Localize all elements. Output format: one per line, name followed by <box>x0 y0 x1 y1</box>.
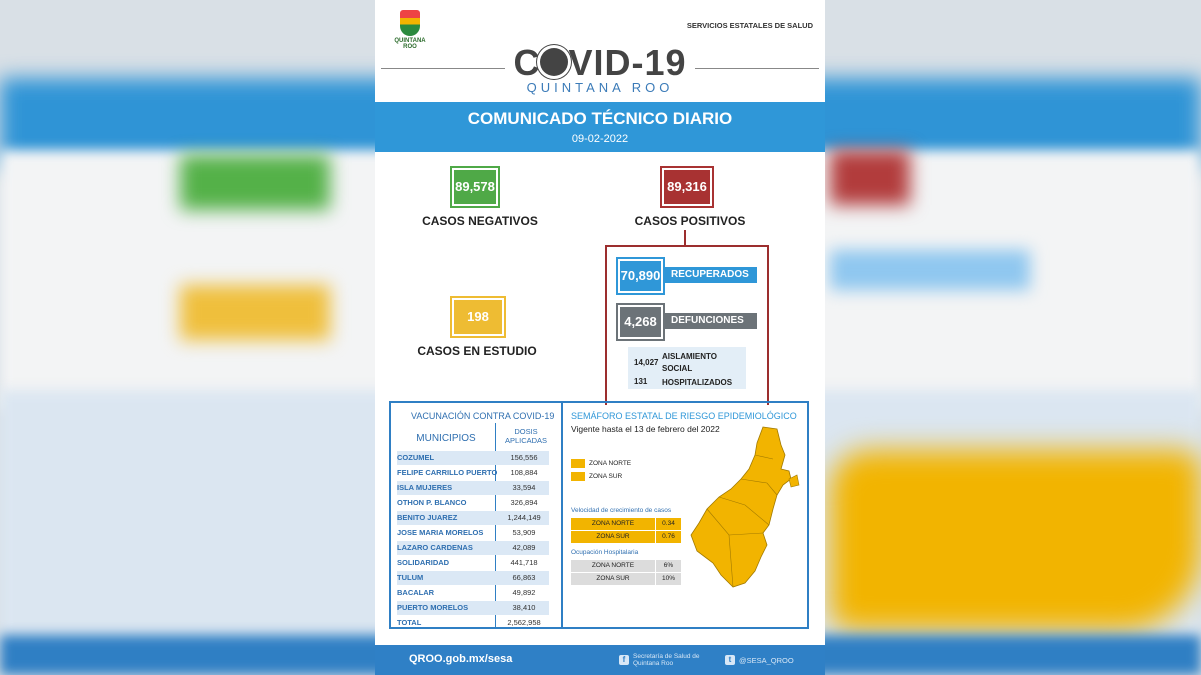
dosis-value: 53,909 <box>512 528 536 537</box>
municipio-name: FELIPE CARRILLO PUERTO <box>397 468 498 477</box>
negative-cases-value: 89,578 <box>452 168 498 206</box>
vaccination-row <box>397 556 549 570</box>
municipio-name: BACALAR <box>397 588 435 597</box>
recovered-label: RECUPERADOS <box>665 267 757 283</box>
vaccination-row <box>397 451 549 465</box>
vaccination-row <box>397 466 549 480</box>
vaccination-row <box>397 541 549 555</box>
facebook-link[interactable]: f Secretaría de Salud de Quintana Roo <box>619 653 713 667</box>
municipio-name: LAZARO CARDENAS <box>397 543 473 552</box>
municipio-name: TOTAL <box>397 618 422 627</box>
footer-url[interactable]: QROO.gob.mx/sesa <box>409 653 513 665</box>
dosis-value: 42,089 <box>512 543 536 552</box>
virus-icon <box>540 48 568 76</box>
map-shape <box>691 427 791 587</box>
municipio-name: OTHON P. BLANCO <box>397 498 467 507</box>
dosis-value: 33,594 <box>512 483 536 492</box>
isolation-hospital-table <box>628 347 746 389</box>
vaccination-row <box>397 601 549 615</box>
connector-line <box>684 230 686 246</box>
facebook-icon: f <box>619 655 629 665</box>
growth-row-norte: ZONA NORTE 0.34 <box>571 518 681 530</box>
deaths-label: DEFUNCIONES <box>665 313 757 329</box>
vaccination-row <box>397 571 549 585</box>
dosis-value: 326,894 <box>510 498 538 507</box>
hosp-row-sur: ZONA SUR 10% <box>571 573 681 585</box>
semaforo-valid: Vigente hasta el 13 de febrero del 2022 <box>571 424 720 434</box>
growth-title: Velocidad de crecimiento de casos <box>571 507 672 514</box>
quintana-roo-map <box>685 425 805 590</box>
banner-date: 09-02-2022 <box>571 133 629 145</box>
legend-norte: ZONA NORTE <box>571 459 631 468</box>
positive-cases-value: 89,316 <box>662 168 712 206</box>
hospitalized-value: 131 <box>634 377 648 386</box>
municipio-name: ISLA MUJERES <box>397 483 453 492</box>
twitter-link[interactable]: t @SESA_QROO <box>725 655 794 665</box>
isolation-value: 14,027 <box>634 358 659 367</box>
vaccination-row <box>397 511 549 525</box>
recovered-value: 70,890 <box>618 259 663 293</box>
agency-name: SERVICIOS ESTATALES DE SALUD <box>686 21 813 30</box>
col-dosis: DOSIS APLICADAS <box>504 427 548 445</box>
legend-sur: ZONA SUR <box>571 472 622 481</box>
dosis-value: 66,863 <box>512 573 536 582</box>
dosis-value: 441,718 <box>510 558 538 567</box>
dosis-value: 2,562,958 <box>507 618 541 627</box>
banner <box>375 102 825 152</box>
municipio-name: SOLIDARIDAD <box>397 558 450 567</box>
logo-text: QUINTANA ROO <box>394 38 426 50</box>
twitter-icon: t <box>725 655 735 665</box>
title-text: C VID-19 <box>513 42 687 83</box>
study-cases-value: 198 <box>452 298 504 336</box>
dosis-value: 49,892 <box>512 588 536 597</box>
vaccination-row <box>397 616 549 630</box>
vaccination-row <box>397 496 549 510</box>
municipio-name: TULUM <box>397 573 424 582</box>
footer <box>375 645 825 675</box>
vaccination-row <box>397 526 549 540</box>
isolation-label: AISLAMIENTO SOCIAL <box>662 352 717 373</box>
page-subtitle: QUINTANA ROO <box>526 80 674 95</box>
dosis-value: 108,884 <box>510 468 538 477</box>
municipio-name: BENITO JUAREZ <box>397 513 458 522</box>
banner-title: COMUNICADO TÉCNICO DIARIO <box>467 109 733 128</box>
study-cases-label: CASOS EN ESTUDIO <box>417 344 537 358</box>
vaccination-row <box>397 481 549 495</box>
deaths-value: 4,268 <box>618 305 663 339</box>
hosp-title: Ocupación Hospitalaria <box>571 549 639 556</box>
semaforo-title: SEMÁFORO ESTATAL DE RIESGO EPIDEMIOLÓGICO <box>571 411 797 421</box>
vaccination-row <box>397 586 549 600</box>
hosp-row-norte: ZONA NORTE 6% <box>571 560 681 572</box>
coat-of-arms-icon <box>400 10 420 36</box>
negative-cases-label: CASOS NEGATIVOS <box>422 214 538 228</box>
page-title <box>375 42 825 84</box>
dosis-value: 38,410 <box>512 603 536 612</box>
municipio-name: JOSE MARIA MORELOS <box>397 528 484 537</box>
municipio-name: COZUMEL <box>397 453 435 462</box>
dosis-value: 1,244,149 <box>507 513 541 522</box>
municipio-name: PUERTO MORELOS <box>397 603 469 612</box>
infographic-poster <box>375 0 825 675</box>
positive-cases-label: CASOS POSITIVOS <box>634 214 746 228</box>
dosis-value: 156,556 <box>510 453 538 462</box>
vaccination-title: VACUNACIÓN CONTRA COVID-19 <box>411 411 555 421</box>
covid-title-block <box>375 42 825 94</box>
hospitalized-label: HOSPITALIZADOS <box>662 378 733 387</box>
growth-row-sur: ZONA SUR 0.76 <box>571 531 681 543</box>
vaccination-semaforo-panel <box>389 401 809 629</box>
col-municipios: MUNICIPIOS <box>416 433 476 444</box>
